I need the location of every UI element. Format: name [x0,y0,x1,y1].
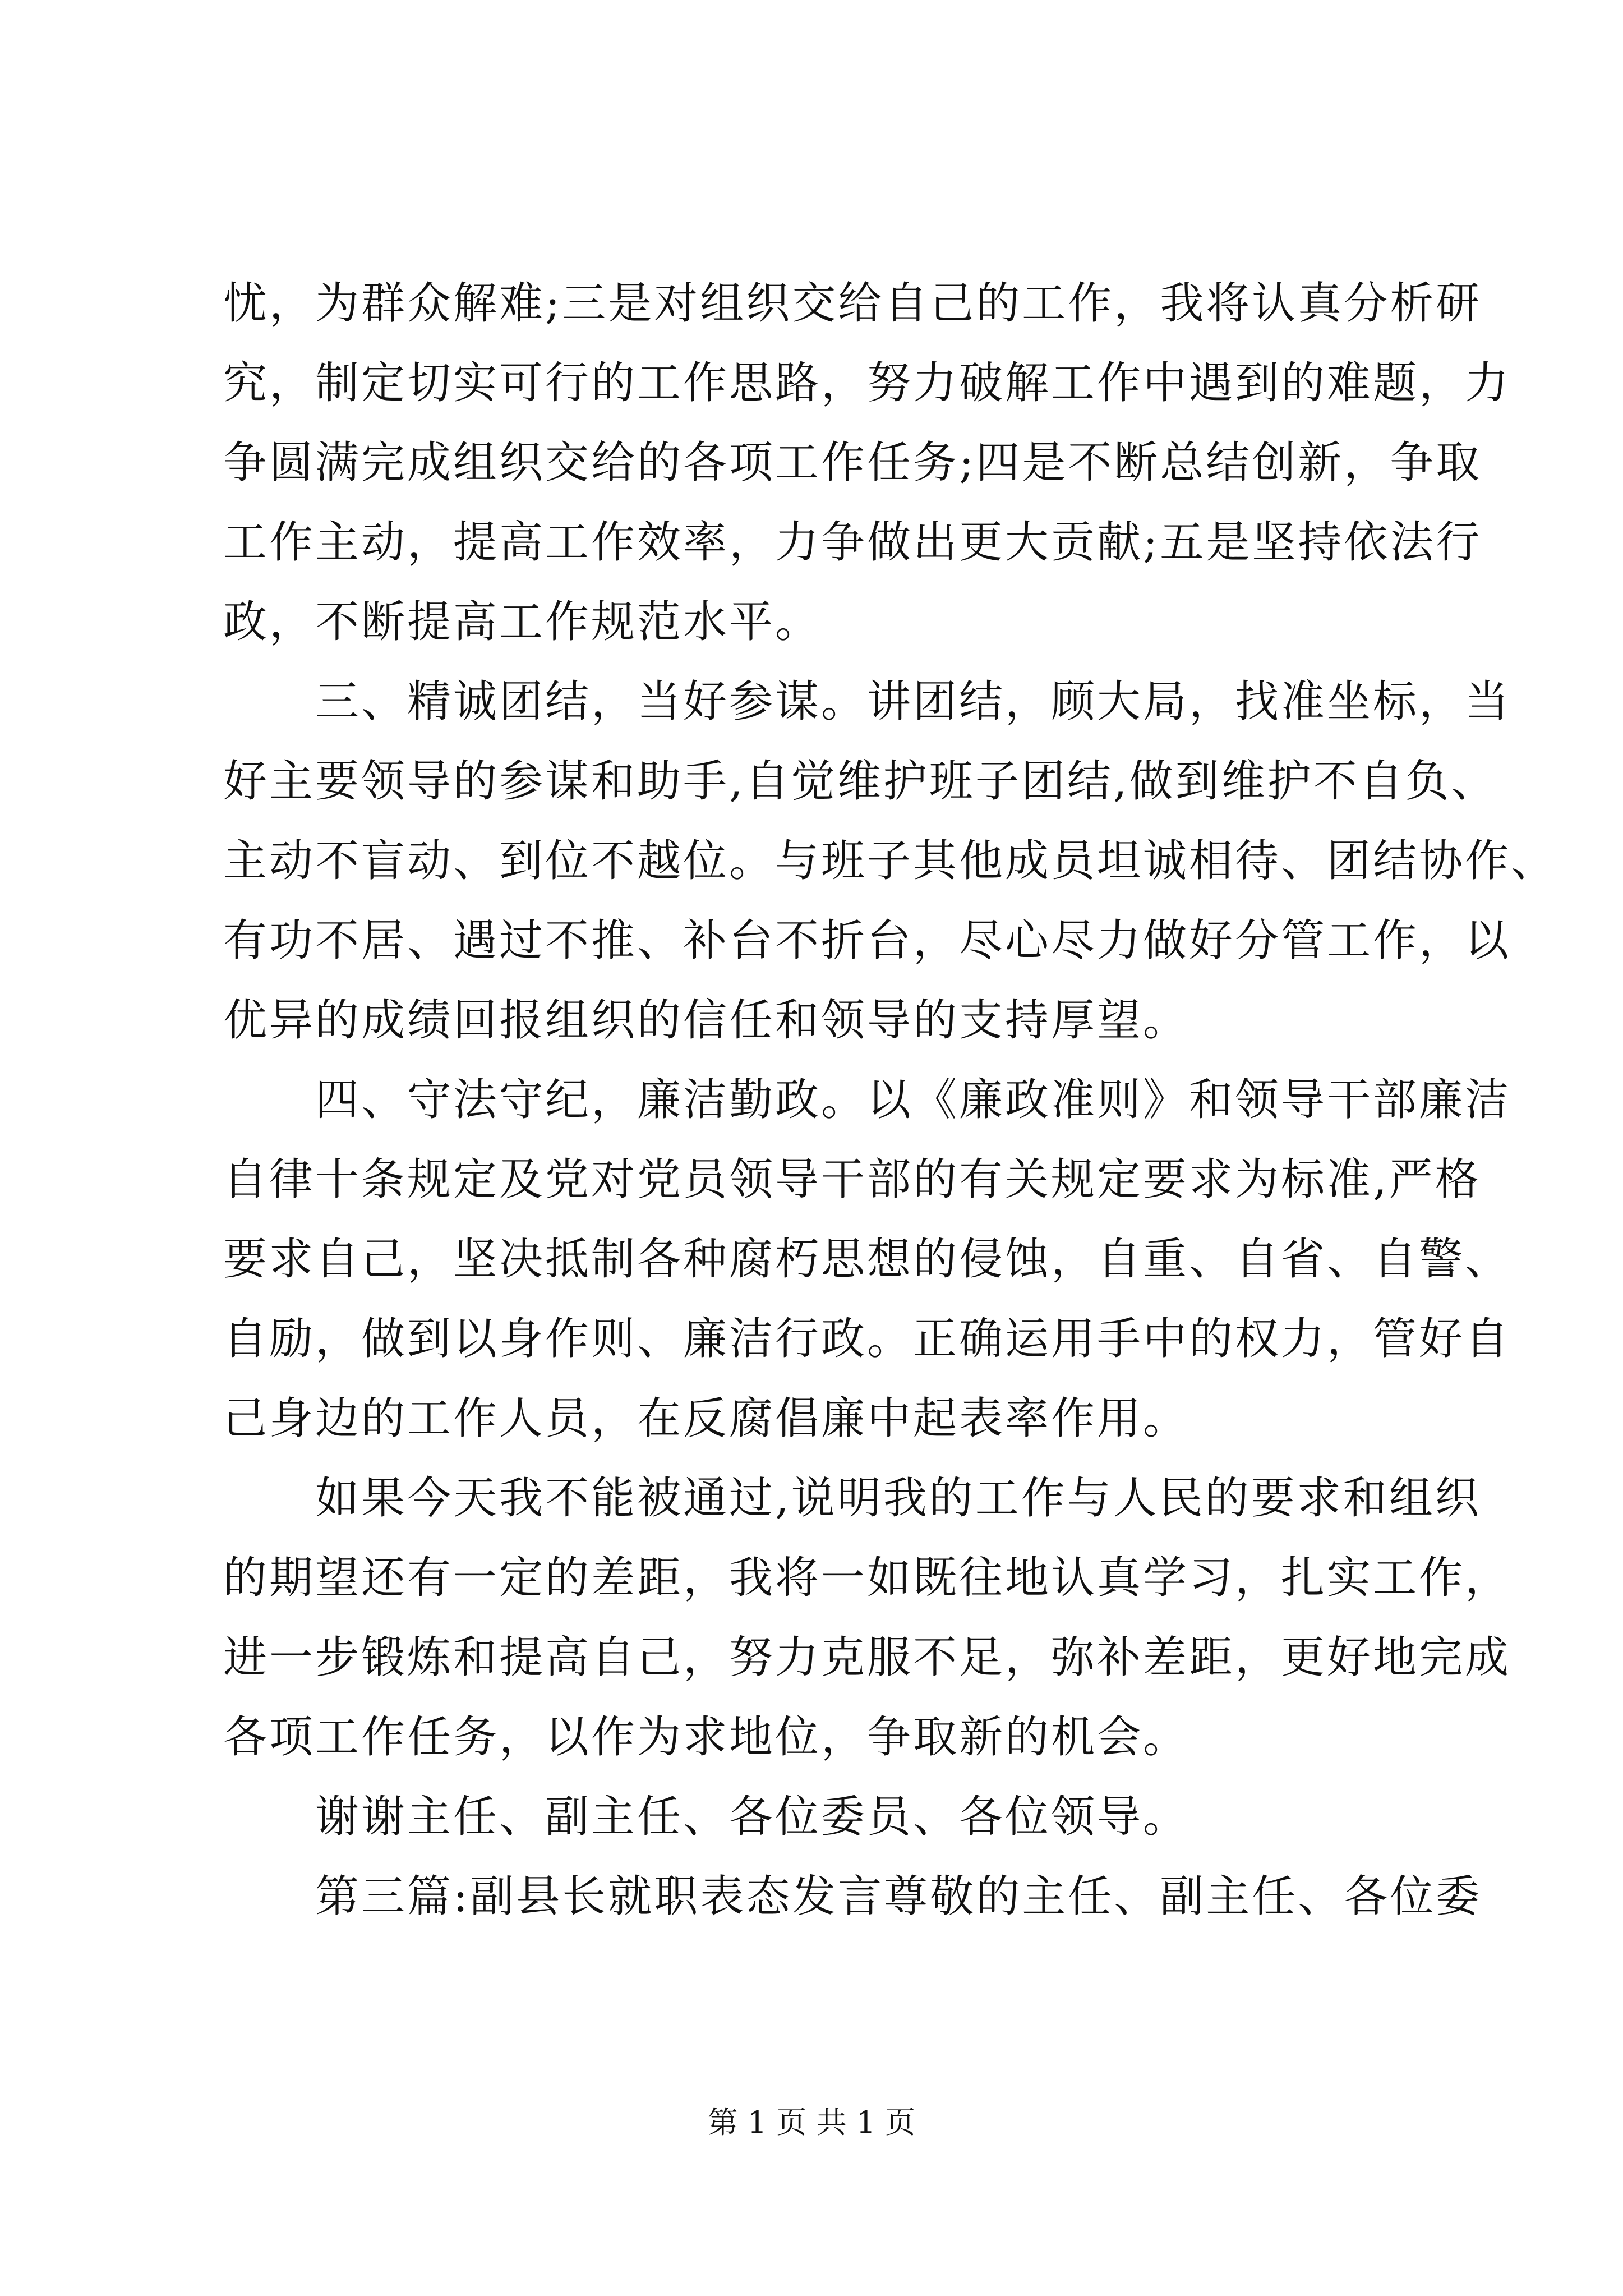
text-line: 的期望还有一定的差距，我将一如既往地认真学习，扎实工作， [223,1553,1511,1603]
text-line: 争圆满完成组织交给的各项工作任务;四是不断总结创新，争取 [223,438,1482,488]
text-line: 究，制定切实可行的工作思路，努力破解工作中遇到的难题，力 [223,358,1511,408]
text-line: 第三篇:副县长就职表态发言尊敬的主任、副主任、各位委 [223,1871,1482,1922]
text-line: 自律十条规定及党对党员领导干部的有关规定要求为标准,严格 [223,1154,1481,1205]
text-line: 政，不断提高工作规范水平。 [223,597,822,647]
text-line: 己身边的工作人员，在反腐倡廉中起表率作用。 [223,1393,1189,1444]
text-line: 各项工作任务，以作为求地位，争取新的机会。 [223,1712,1189,1763]
text-line: 主动不盲动、到位不越位。与班子其他成员坦诚相待、团结协作、 [223,836,1557,886]
text-line: 要求自己，坚决抵制各种腐朽思想的侵蚀，自重、自省、自警、 [223,1234,1511,1285]
text-line: 优异的成绩回报组织的信任和领导的支持厚望。 [223,995,1189,1046]
text-line: 谢谢主任、副主任、各位委员、各位领导。 [223,1792,1189,1842]
text-line: 忧，为群众解难;三是对组织交给自己的工作，我将认真分析研 [223,278,1482,329]
text-line: 自励，做到以身作则、廉洁行政。正确运用手中的权力，管好自 [223,1314,1511,1364]
text-line: 四、守法守纪，廉洁勤政。以《廉政准则》和领导干部廉洁 [223,1075,1511,1125]
text-line: 工作主动，提高工作效率，力争做出更大贡献;五是坚持依法行 [223,517,1482,568]
page-footer: 第 1 页 共 1 页 [707,2105,916,2140]
text-line: 进一步锻炼和提高自己，努力克服不足，弥补差距，更好地完成 [223,1632,1511,1683]
text-line: 如果今天我不能被通过,说明我的工作与人民的要求和组织 [223,1473,1481,1524]
text-line: 有功不居、遇过不推、补台不折台，尽心尽力做好分管工作，以 [223,915,1511,966]
document-body [223,264,1557,1936]
text-line: 好主要领导的参谋和助手,自觉维护班子团结,做到维护不自负、 [223,756,1497,807]
text-line: 三、精诚团结，当好参谋。讲团结，顾大局，找准坐标，当 [223,677,1511,727]
